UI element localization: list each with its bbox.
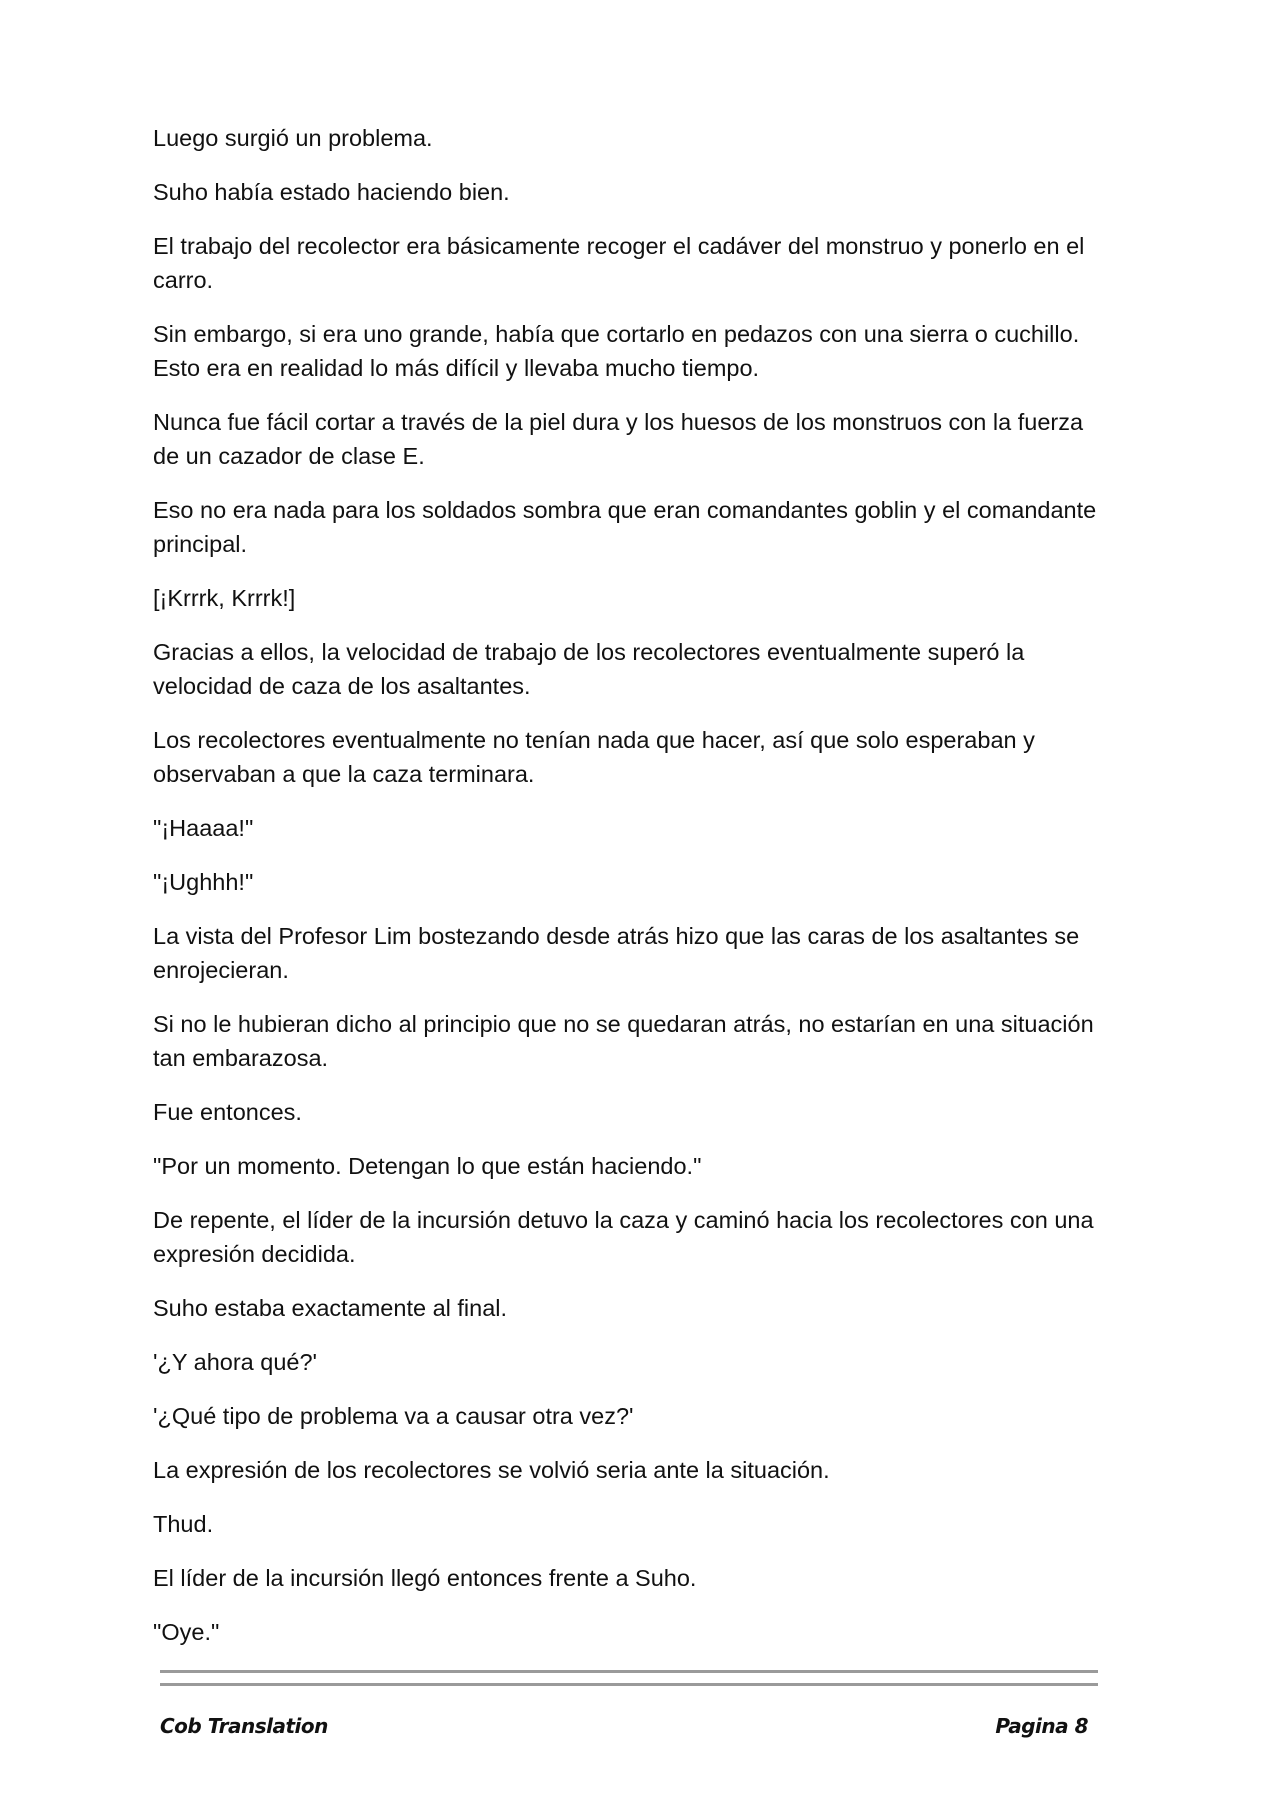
page-footer bbox=[160, 1714, 1088, 1738]
paragraph: "¡Ughhh!" bbox=[153, 869, 254, 895]
paragraph: "Oye." bbox=[153, 1619, 220, 1645]
paragraph: '¿Qué tipo de problema va a causar otra vez?' bbox=[153, 1403, 634, 1429]
paragraph: Gracias a ellos, la velocidad de trabajo de los recolectores eventualmente superó la velocidad de caza de los asaltantes. bbox=[153, 639, 1025, 699]
paragraph: La expresión de los recolectores se volvió seria ante la situación. bbox=[153, 1457, 830, 1483]
paragraph: '¿Y ahora qué?' bbox=[153, 1349, 318, 1375]
paragraph: Si no le hubieran dicho al principio que no se quedaran atrás, no estarían en una situación tan embarazosa. bbox=[153, 1011, 1094, 1071]
document-body bbox=[153, 121, 1113, 1669]
paragraph: La vista del Profesor Lim bostezando desde atrás hizo que las caras de los asaltantes se enrojecieran. bbox=[153, 923, 1080, 983]
paragraph: Suho había estado haciendo bien. bbox=[153, 179, 510, 205]
paragraph: "Por un momento. Detengan lo que están haciendo." bbox=[153, 1153, 702, 1179]
paragraph: Sin embargo, si era uno grande, había que cortarlo en pedazos con una sierra o cuchillo. Esto era en realidad lo más difícil y llevaba mucho tiempo. bbox=[153, 321, 1080, 381]
paragraph: "¡Haaaa!" bbox=[153, 815, 254, 841]
footer-page-number: Pagina 8 bbox=[995, 1714, 1088, 1738]
paragraph: Fue entonces. bbox=[153, 1099, 302, 1125]
footer-divider-top bbox=[160, 1670, 1098, 1673]
paragraph: Eso no era nada para los soldados sombra que eran comandantes goblin y el comandante principal. bbox=[153, 497, 1097, 557]
paragraph: Nunca fue fácil cortar a través de la piel dura y los huesos de los monstruos con la fuerza de un cazador de clase E. bbox=[153, 409, 1084, 469]
paragraph: Los recolectores eventualmente no tenían nada que hacer, así que solo esperaban y observaban a que la caza terminara. bbox=[153, 727, 1035, 787]
paragraph: El líder de la incursión llegó entonces frente a Suho. bbox=[153, 1565, 697, 1591]
footer-translator-credit: Cob Translation bbox=[160, 1714, 328, 1738]
footer-divider-bottom bbox=[160, 1683, 1098, 1686]
paragraph: De repente, el líder de la incursión detuvo la caza y caminó hacia los recolectores con una expresión decidida. bbox=[153, 1207, 1094, 1267]
paragraph: Suho estaba exactamente al final. bbox=[153, 1295, 508, 1321]
paragraph: El trabajo del recolector era básicamente recoger el cadáver del monstruo y ponerlo en el carro. bbox=[153, 233, 1085, 293]
paragraph: Luego surgió un problema. bbox=[153, 125, 433, 151]
paragraph: Thud. bbox=[153, 1511, 214, 1537]
paragraph: [¡Krrrk, Krrrk!] bbox=[153, 585, 296, 611]
